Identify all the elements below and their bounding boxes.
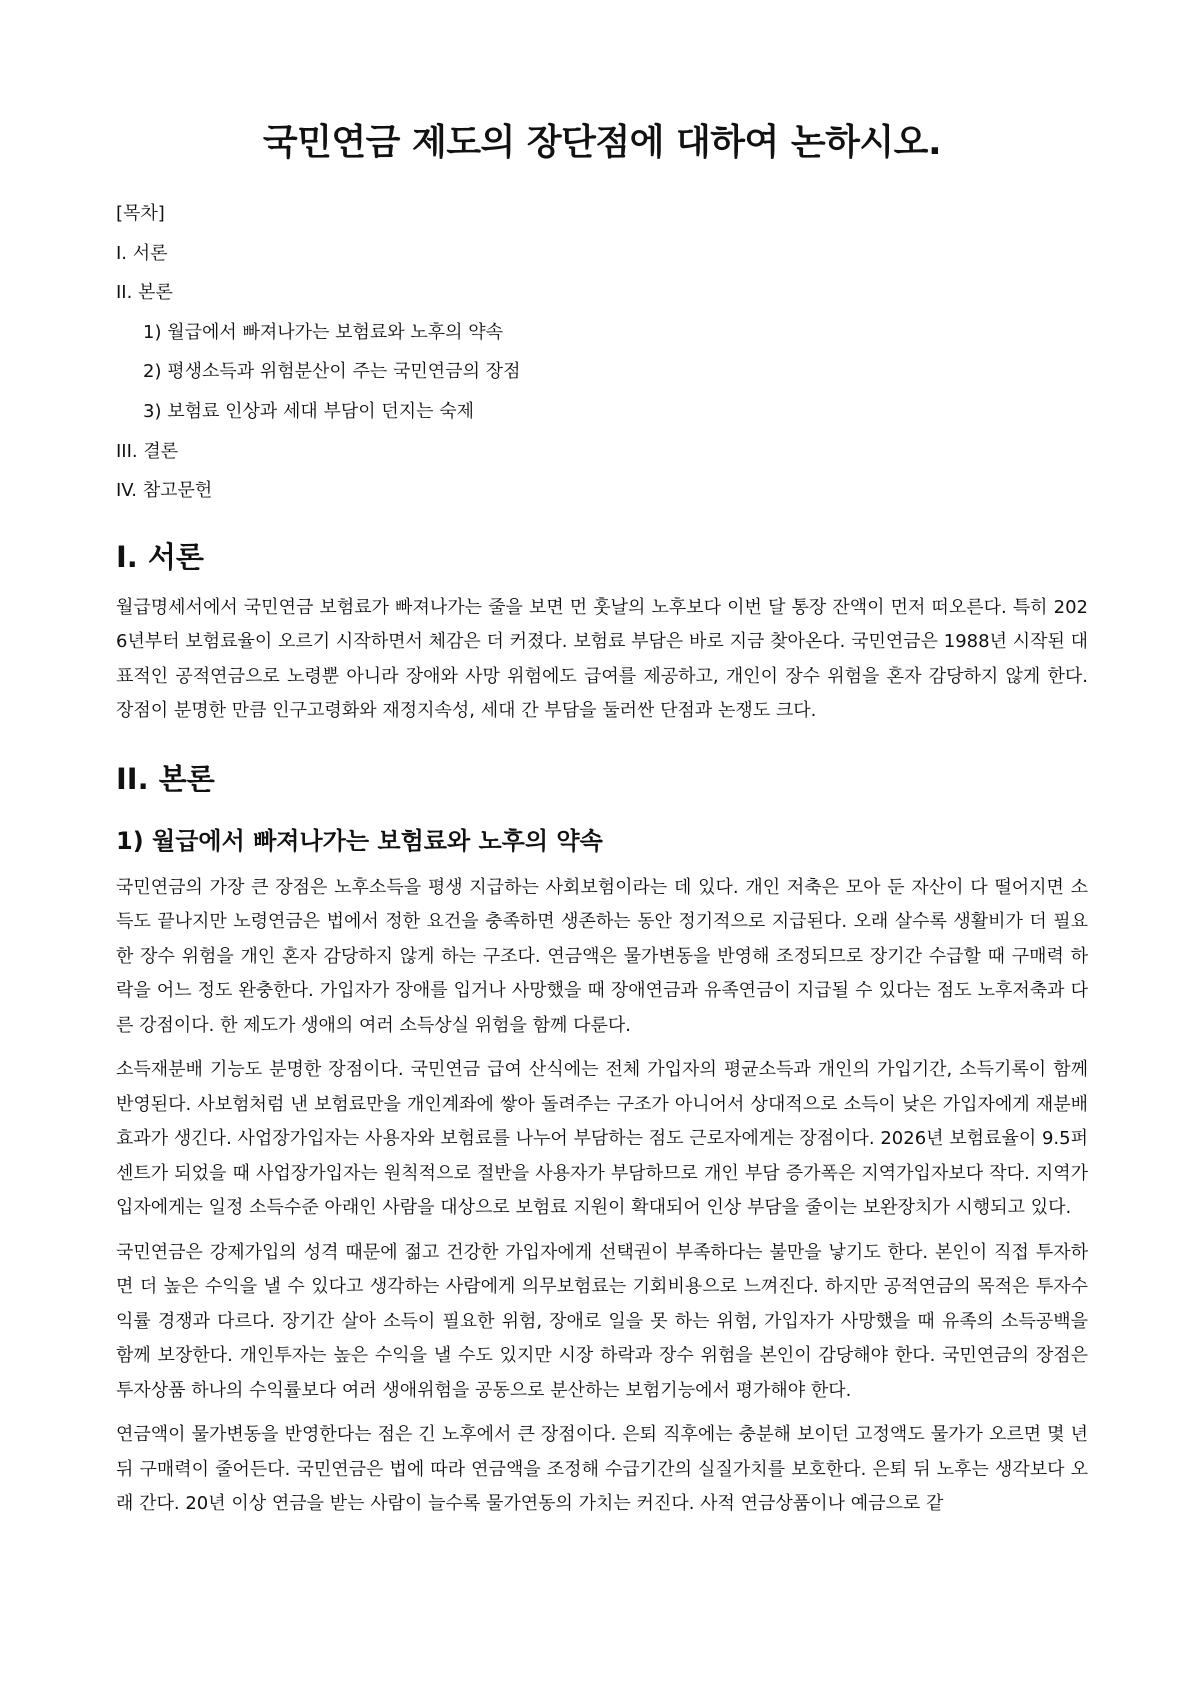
toc-subitem: 3) 보험료 인상과 세대 부담이 던지는 숙제 [143, 400, 475, 422]
toc-item: III. 결론 [116, 440, 179, 462]
toc-item: I. 서론 [116, 242, 168, 264]
section-heading: II. 본론 [116, 761, 215, 796]
toc-subitem: 2) 평생소득과 위험분산이 주는 국민연금의 장점 [143, 361, 521, 383]
paragraph: 월급명세서에서 국민연금 보험료가 빠져나가는 줄을 보면 먼 훗날의 노후보다 이번 달 통장 잔액이 먼저 떠오른다. 특히 2026년부터 보험료율이 오르기 시작하면서 체감은 더 커졌다. 보험료 부담은 바로 지금 찾아온다. 국민연금은 1988년 시작된 대표적인 공적연금으로 노령뿐 아니라 장애와 사망 위험에도 급여를 제공하고, 개인이 장수 위험을 혼자 감당하지 않게 한다. 장점이 분명한 만큼 인구고령화와 재정지속성, 세대 간 부담을 둘러싼 단점과 논쟁도 크다. [116, 596, 1088, 722]
toc-item: II. 본론 [116, 282, 173, 304]
paragraph: 국민연금은 강제가입의 성격 때문에 젊고 건강한 가입자에게 선택권이 부족하다는 불만을 낳기도 한다. 본인이 직접 투자하면 더 높은 수익을 낼 수 있다고 생각하는 사람에게 의무보험료는 기회비용으로 느껴진다. 하지만 공적연금의 목적은 투자수익률 경쟁과 다르다. 장기간 살아 소득이 필요한 위험, 장애로 일을 못 하는 위험, 가입자가 사망했을 때 유족의 소득공백을 함께 보장한다. 개인투자는 높은 수익을 낼 수도 있지만 시장 하락과 장수 위험을 본인이 감당해야 한다. 국민연금의 장점은 투자상품 하나의 수익률보다 여러 생애위험을 공동으로 분산하는 보험기능에서 평가해야 한다. [116, 1241, 1088, 1401]
subsection-1 [116, 821, 1088, 1522]
paragraph: 연금액이 물가변동을 반영한다는 점은 긴 노후에서 큰 장점이다. 은퇴 직후에는 충분해 보이던 고정액도 물가가 오르면 몇 년 뒤 구매력이 줄어든다. 국민연금은 법에 따라 연금액을 조정해 수급기간의 실질가치를 보호한다. 은퇴 뒤 노후는 생각보다 오래 간다. 20년 이상 연금을 받는 사람이 늘수록 물가연동의 가치는 커진다. 사적 연금상품이나 예금으로 같 [116, 1424, 1088, 1515]
toc-item: IV. 참고문헌 [116, 480, 213, 502]
toc-heading: [목차] [116, 203, 165, 224]
section-introduction [116, 535, 1088, 729]
document-title: 국민연금 제도의 장단점에 대하여 논하시오. [262, 122, 942, 163]
paragraph: 소득재분배 기능도 분명한 장점이다. 국민연금 급여 산식에는 전체 가입자의 평균소득과 개인의 가입기간, 소득기록이 함께 반영된다. 사보험처럼 낸 보험료만을 개인계좌에 쌓아 돌려주는 구조가 아니어서 상대적으로 소득이 낮은 가입자에게 재분배 효과가 생긴다. 사업장가입자는 사용자와 보험료를 나누어 부담하는 점도 근로자에게는 장점이다. 2026년 보험료율이 9.5퍼센트가 되었을 때 사업장가입자는 원칙적으로 절반을 사용자가 부담하므로 개인 부담 증가폭은 지역가입자보다 작다. 지역가입자에게는 일정 소득수준 아래인 사람을 대상으로 보험료 지원이 확대되어 인상 부담을 줄이는 보완장치가 시행되고 있다. [116, 1059, 1088, 1219]
subsection-heading: 1) 월급에서 빠져나가는 보험료와 노후의 약속 [116, 826, 603, 855]
section-main-body [116, 757, 1088, 1522]
paragraph: 국민연금의 가장 큰 장점은 노후소득을 평생 지급하는 사회보험이라는 데 있다. 개인 저축은 모아 둔 자산이 다 떨어지면 소득도 끝나지만 노령연금은 법에서 정한 요건을 충족하면 생존하는 동안 정기적으로 지급된다. 오래 살수록 생활비가 더 필요한 장수 위험을 개인 혼자 감당하지 않게 하는 구조다. 연금액은 물가변동을 반영해 조정되므로 장기간 수급할 때 구매력 하락을 어느 정도 완충한다. 가입자가 장애를 입거나 사망했을 때 장애연금과 유족연금이 지급될 수 있다는 점도 노후저축과 다른 강점이다. 한 제도가 생애의 여러 소득상실 위험을 함께 다룬다. [116, 876, 1088, 1036]
toc-subitem: 1) 월급에서 빠져나가는 보험료와 노후의 약속 [143, 321, 504, 343]
table-of-contents [116, 194, 1088, 511]
section-heading: I. 서론 [116, 539, 204, 574]
